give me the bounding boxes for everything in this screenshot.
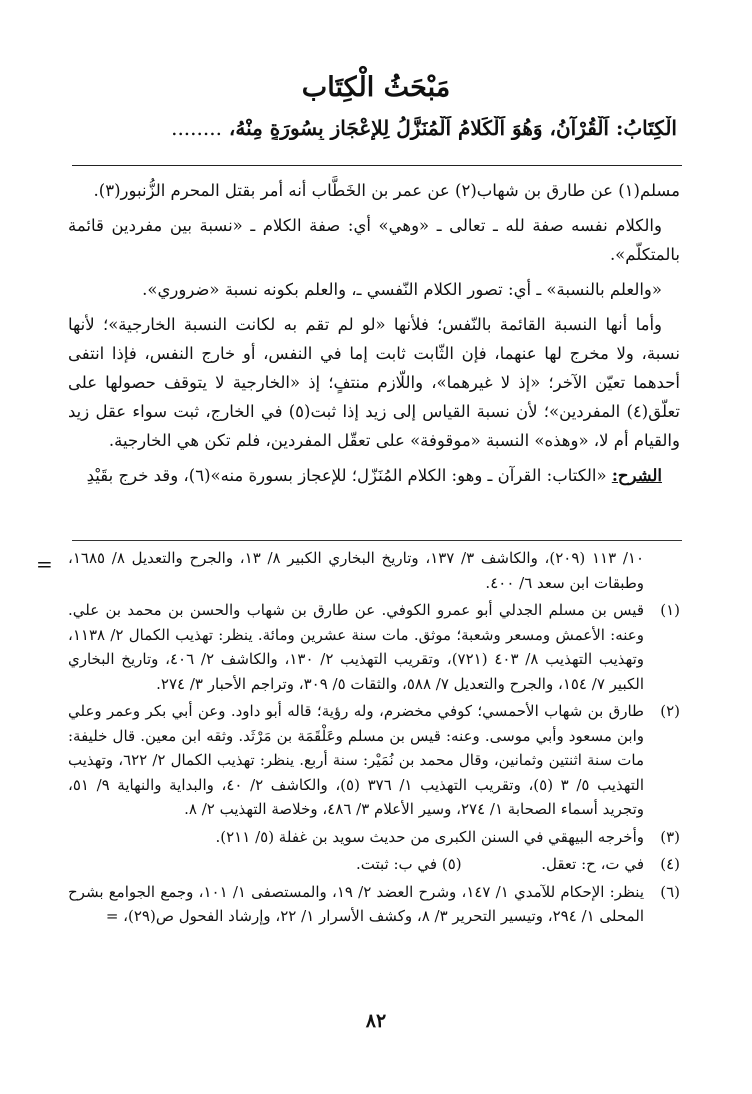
footnote-number: (٦) xyxy=(660,882,680,901)
matn-dots: ........ xyxy=(171,116,222,140)
continuation-mark: = xyxy=(36,552,53,576)
footnote-text: ١٠/ ١١٣ (٢٠٩)، والكاشف ٣/ ١٣٧، وتاريخ البخاري الكبير ٨/ ١٣، والجرح والتعديل ٨/ ١٦٨٥، وطبقات ابن سعد ٦/ ٤٠٠. xyxy=(68,549,645,592)
sharh-paragraph xyxy=(68,461,680,490)
footnote-1 xyxy=(68,598,680,696)
footnote-divider xyxy=(72,540,682,541)
footnote-3 xyxy=(68,825,680,850)
main-text xyxy=(68,176,680,496)
paragraph: مسلم(١) عن طارق بن شهاب(٢) عن عمر بن الخَطَّاب أنه أمر بقتل المحرم الزُّنبور(٣). xyxy=(93,181,680,200)
matn-text: الْكِتَابُ: اَلْقُرْآنُ، وَهُوَ اَلْكَلامُ اَلْمُنَزَّلُ لِلإِعْجَازِ بِسُورَةٍ مِنْهُ، xyxy=(228,116,677,140)
page-number: ٨٢ xyxy=(365,1010,387,1032)
footnote-6 xyxy=(68,880,680,929)
footnote-number: (٢) xyxy=(660,702,680,720)
footnote-text: وأخرجه البيهقي في السنن الكبرى من حديث سويد بن غفلة (٥/ ٢١١). xyxy=(215,827,644,846)
matn-line xyxy=(72,116,677,140)
footnote-text: في ت، ح: تعقل. xyxy=(541,855,644,873)
paragraph: وأما أنها النسبة القائمة بالنّفس؛ فلأنها «لو لم تقم به لكانت النسبة الخارجية»؛ لأنها نسبة، ولا مخرج لها عنهما، فإن الثّابت ثابت إما في النفس، أو خارج النفس، فإذا انتفى أحدهما تعيّن الآخر؛ «إذ لا غيرهما»، واللّازم منتفٍ؛ إذ «الخارجية لا يتوقف حصولها على تعلّق(٤) المفردين»؛ لأن نسبة القياس إلى زيد إذا ثبت(٥) في الخارج، ثبت سواء عقل زيد والقيام أم لا، «وهذه» النسبة «موقوفة» على تعقّل المفردين، فلم تكن هي الخارجية. xyxy=(68,315,681,450)
paragraph: والكلام نفسه صفة لله ـ تعالى ـ «وهي» أي: صفة الكلام ـ «نسبة بين مفردين قائمة بالمتكلّم». xyxy=(68,216,680,264)
footnotes xyxy=(68,546,680,932)
paragraph: «والعلم بالنسبة» ـ أي: تصور الكلام النّفسي ـ، والعلم بكونه نسبة «ضروري». xyxy=(142,280,662,299)
footnote-text: طارق بن شهاب الأحمسي؛ كوفي مخضرم، وله رؤية؛ قاله أبو داود. وعن أبي بكر وعمر وعلي وابن مسعود وأبي موسى. وعنه: قيس بن مسلم وعَلْقَمَة بن مَرْثَد. وثقه ابن معين. قال خليفة: مات سنة اثنتين وثمانين، وقال محمد بن نُمَيْر: سنة أربع. ينظر: تهذيب الكمال ٢/ ٦٢٢، وتهذيب التهذيب ٥/ ٣ (٥)، وتقريب التهذيب ١/ ٣٧٦ (٥)، والكاشف ٢/ ٤٠، والبداية والنهاية ٩/ ٥١، وتجريد أسماء الصحابة ١/ ٢٧٤، وسير الأعلام ٣/ ٤٨٦، وخلاصة التهذيب ٢/ ٨. xyxy=(68,702,645,818)
footnote-number: (٣) xyxy=(660,827,680,846)
footnote-text: في ب: ثبتت. xyxy=(355,855,438,873)
footnote-text: ينظر: الإحكام للآمدي ١/ ١٤٧، وشرح العضد ٢/ ١٩، والمستصفى ١/ ١٠١، وجمع الجوامع بشرح المحلى ١/ ٢٩٤، وتيسير التحرير ٣/ ٨، وكشف الأسرار ١/ ٢٢، وإرشاد الفحول ص(٢٩)، = xyxy=(68,882,645,925)
footnote-number: (٥) xyxy=(441,855,462,873)
footnote-continuation xyxy=(68,546,680,595)
section-title: مَبْحَثُ الْكِتَاب xyxy=(301,72,451,103)
footnote-number: (٤) xyxy=(660,855,680,873)
footnote-text: قيس بن مسلم الجدلي أبو عمرو الكوفي. عن طارق بن شهاب والحسن بن محمد بن علي. وعنه: الأعمش ومسعر وشعبة؛ موثق. مات سنة عشرين ومائة. ينظر: تهذيب الكمال ٢/ ١١٣٨، وتهذيب التهذيب ٨/ ٤٠٣ (٧٢١)، وتقريب التهذيب ٢/ ١٣٠، والكاشف ٢/ ٤٠٦، وتاريخ البخاري الكبير ٧/ ١٥٤، والجرح والتعديل ٧/ ٥٨٨، والثقات ٥/ ٣٠٩، وتراجم الأحبار ٣/ ٢٧٤. xyxy=(68,601,645,693)
sharh-text: «الكتاب: القرآن ـ وهو: الكلام المُنَزّل؛ للإعجاز بسورة منه»(٦)، وقد خرج بقَيْدِ xyxy=(86,466,607,485)
footnote-4-5 xyxy=(68,852,680,877)
header-divider xyxy=(72,165,682,166)
footnote-number: (١) xyxy=(660,601,680,619)
footnote-2 xyxy=(68,699,680,822)
sharh-label: الشرح: xyxy=(611,466,662,485)
